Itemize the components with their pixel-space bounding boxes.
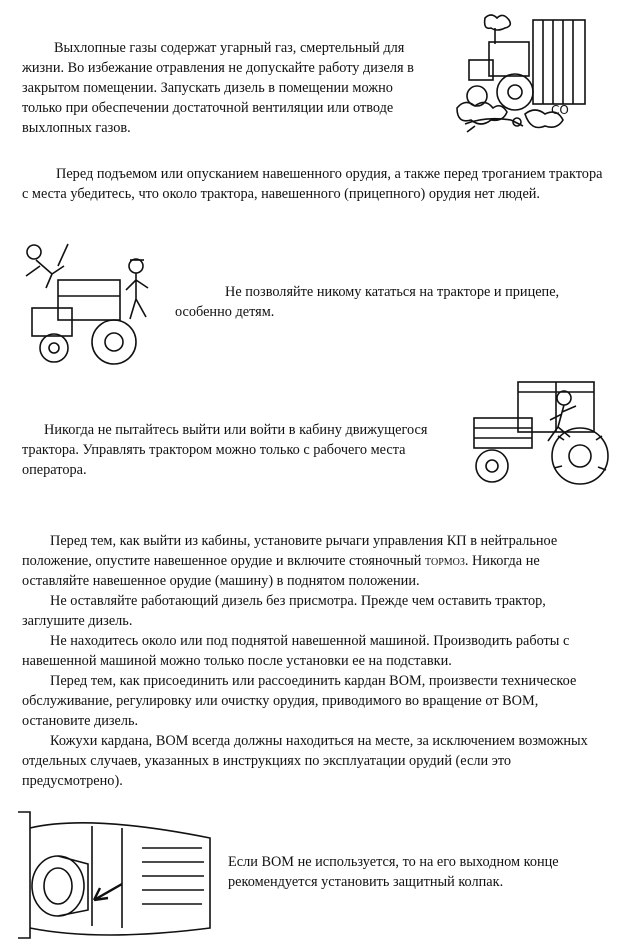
rule-paragraph-shaft-covers: Кожухи кардана, ВОМ всегда должны находиться на месте, за исключением возможных отдельных случаев, указанных в инструкциях по эксплуатации орудий (если это предусмотрено). [22, 733, 588, 789]
svg-text:CO: CO [551, 103, 569, 117]
rule-paragraph-raised-machine: Не находитесь около или под поднятой навешенной машиной. Производить работы с навешенной машиной можно только после установки ее на подставки. [22, 633, 570, 669]
general-rules-block [22, 531, 607, 791]
brake-term: тормоз [425, 553, 465, 569]
people-falling-from-tractor-illustration [18, 236, 168, 368]
pto-cap-recommendation-text: Если ВОМ не используется, то на его выходном конце рекомендуется установить защитный колпак. [228, 854, 559, 890]
rule-paragraph-running-diesel: Не оставляйте работающий дизель без присмотра. Прежде чем оставить трактор, заглушите дизель. [22, 593, 546, 629]
rule-paragraph-leaving-cabin: Перед тем, как выйти из кабины, установите рычаги управления КП в нейтральное положение, опустите навешенное орудие и включите стояночный тормоз. Никогда не оставляйте навешенное орудие (машину) в поднятом положении. [22, 533, 558, 589]
lifting-warning-text: Перед подъемом или опусканием навешенного орудия, а также перед троганием трактора с места убедитесь, что около трактора, навешенного (прицепного) орудия нет людей. [22, 166, 603, 202]
tractor-in-garage-exhaust-illustration [455, 14, 595, 138]
cabin-warning-text: Никогда не пытайтесь выйти или войти в кабину движущегося трактора. Управлять трактором можно только с рабочего места оператора. [22, 422, 428, 478]
exhaust-warning-text: Выхлопные газы содержат угарный газ, смертельный для жизни. Во избежание отравления не допускайте работу дизеля в закрытом помещении. Запускать дизель в помещении можно только при обеспечении достаточной вентиляции или отводе выхлопных газов. [22, 40, 414, 136]
rule-paragraph-pto-shaft: Перед тем, как присоединить или рассоединить кардан ВОМ, произвести техническое обслуживание, регулировку или очистку орудия, приводимого во вращение от ВОМ, остановите дизель. [22, 673, 577, 729]
person-climbing-moving-tractor-illustration [462, 372, 610, 498]
pto-shaft-cap-illustration [12, 808, 217, 943]
riding-warning-text: Не позволяйте никому кататься на тракторе и прицепе, особенно детям. [175, 284, 560, 320]
